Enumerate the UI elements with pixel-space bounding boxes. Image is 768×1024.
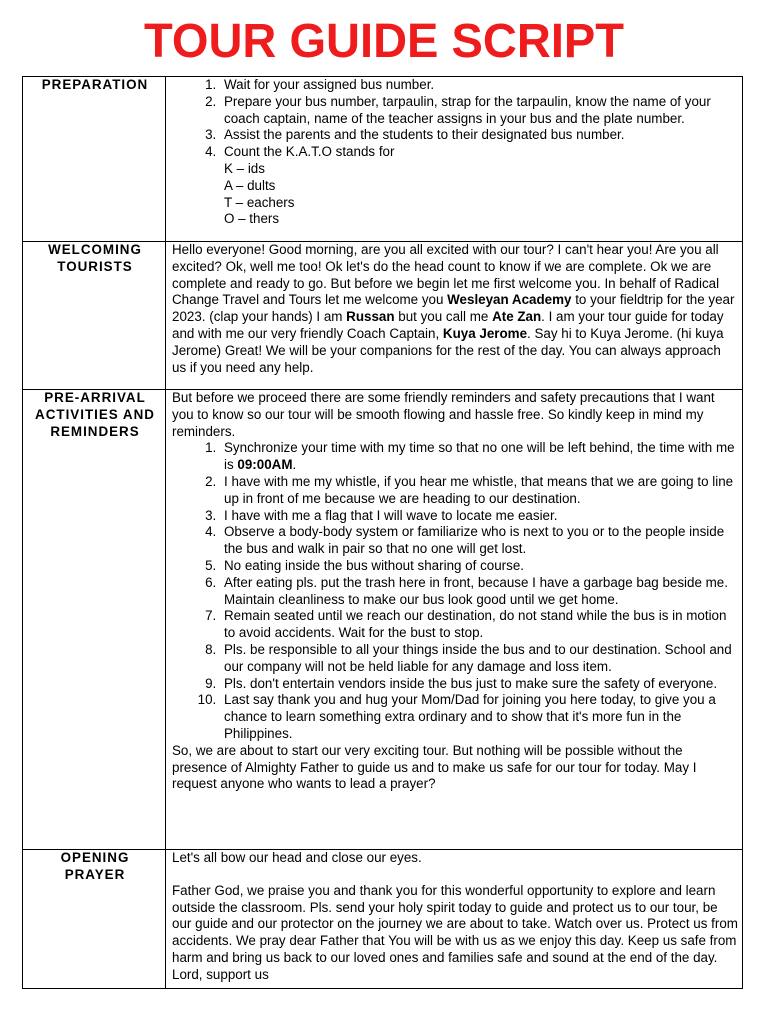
school-name: Wesleyan Academy xyxy=(447,292,572,308)
captain-name: Kuya Jerome xyxy=(442,325,528,341)
list-item: 2. Prepare your bus number, tarpaulin, strap for the tarpaulin, know the name of your coach captain, name of the teacher assigns in your bus and the plate number. xyxy=(220,94,738,128)
list-item: 3. Assist the parents and the students to their designated bus number. xyxy=(220,127,738,144)
guide-nickname: Ate Zan xyxy=(492,309,542,325)
prearrival-outro: So, we are about to start our very exciting tour. But nothing will be possible without the presence of Almighty Father to guide us and to make us safe for our tour for today. May I request anyone who wants to lead a prayer? xyxy=(172,742,697,792)
preparation-list xyxy=(172,77,738,161)
content-preparation xyxy=(166,77,743,242)
list-item: 9. Pls. don't entertain vendors inside the bus just to make sure the safety of everyone. xyxy=(220,676,738,693)
prayer-text: Father God, we praise you and thank you for this wonderful opportunity to explore and learn outside the classroom. Pls. send your holy spirit today to guide and protect us to our tour, be our guide and our protector on the journey we are about to take. Watch over us. Protect us from accidents. We pray dear Father that You will be with us as we enjoy this day. Keep us safe from harm and bring us back to our loved ones and families safe and sound at the end of the day. Lord, support us xyxy=(172,882,738,982)
welcome-text: . Say hi to Kuya Jerome. (hi kuya Jerome) Great! We will be your companions for the rest of the day. You can always approach us if you need any help. xyxy=(172,325,724,375)
heading-prearrival: PRE-ARRIVAL ACTIVITIES AND REMINDERS xyxy=(23,390,166,850)
content-prayer xyxy=(166,850,743,989)
heading-preparation: PREPARATION xyxy=(23,77,166,242)
list-item: 7. Remain seated until we reach our destination, do not stand while the bus is in motion to avoid accidents. Wait for the bust to stop. xyxy=(220,608,738,642)
list-item xyxy=(220,440,738,474)
kato-item: A – dults xyxy=(224,177,276,193)
welcome-text: to your fieldtrip for the year 2023. (clap your hands) I am xyxy=(172,292,735,325)
kato-item: K – ids xyxy=(224,160,265,176)
heading-prayer: OPENING PRAYER xyxy=(23,850,166,989)
sync-time: 09:00AM xyxy=(237,457,293,473)
row-welcoming xyxy=(23,242,743,390)
script-table xyxy=(22,76,743,989)
list-item: 8. Pls. be responsible to all your things inside the bus and to our destination. School and our company will not be held liable for any damage and loss item. xyxy=(220,642,738,676)
reminders-list xyxy=(172,440,738,742)
kato-item: O – thers xyxy=(224,211,280,227)
list-item: 5. No eating inside the bus without sharing of course. xyxy=(220,558,738,575)
row-preparation xyxy=(23,77,743,242)
paragraph-gap xyxy=(172,867,738,883)
list-item: 2. I have with me my whistle, if you hear me whistle, that means that we are going to line up in front of me because we are heading to our destination. xyxy=(220,474,738,508)
page-title: TOUR GUIDE SCRIPT xyxy=(143,15,625,68)
prearrival-intro: But before we proceed there are some friendly reminders and safety precautions that I want you to know so our tour will be smooth flowing and hassle free. So kindly keep in mind my reminders. xyxy=(172,390,715,439)
row-prearrival xyxy=(23,390,743,850)
list-item: 6. After eating pls. put the trash here in front, because I have a garbage bag beside me. Maintain cleanliness to make our bus look good until we get home. xyxy=(220,575,738,609)
welcome-text: . I am your tour guide for today and with me our very friendly Coach Captain, xyxy=(172,309,724,341)
list-item: 4. Count the K.A.T.O stands for xyxy=(220,144,738,161)
guide-name: Russan xyxy=(346,309,395,325)
list-item: 1. Wait for your assigned bus number. xyxy=(220,77,738,94)
content-welcoming xyxy=(166,242,743,390)
content-prearrival xyxy=(166,390,743,850)
welcome-text: Hello everyone! Good morning, are you all excited with our tour? I can't hear you! Are you all excited? Ok, well me too! Ok let's do the head count to know if we are complete. Ok we are complete and ready to go. But before we begin let me first welcome you. In behalf of Radical Change Travel and Tours let me welcome you xyxy=(172,242,720,308)
list-item: 4. Observe a body-body system or familiarize who is next to you or to the people inside the bus and walk in pair so that no one will get lost. xyxy=(220,524,738,558)
heading-welcoming: WELCOMING TOURISTS xyxy=(23,242,166,390)
welcome-text: but you call me xyxy=(394,309,493,325)
kato-list xyxy=(172,161,738,228)
prayer-intro: Let's all bow our head and close our eyes. xyxy=(172,850,422,865)
reminder-text: Synchronize your time with my time so that no one will be left behind, the time with me is xyxy=(224,440,735,473)
kato-item: T – eachers xyxy=(224,194,295,210)
reminder-text: . xyxy=(292,457,297,473)
list-item: 3. I have with me a flag that I will wave to locate me easier. xyxy=(220,508,738,525)
row-prayer xyxy=(23,850,743,989)
list-item: 10. Last say thank you and hug your Mom/Dad for joining you here today, to give you a chance to learn something extra ordinary and to show that it's more fun in the Philippines. xyxy=(220,692,738,742)
